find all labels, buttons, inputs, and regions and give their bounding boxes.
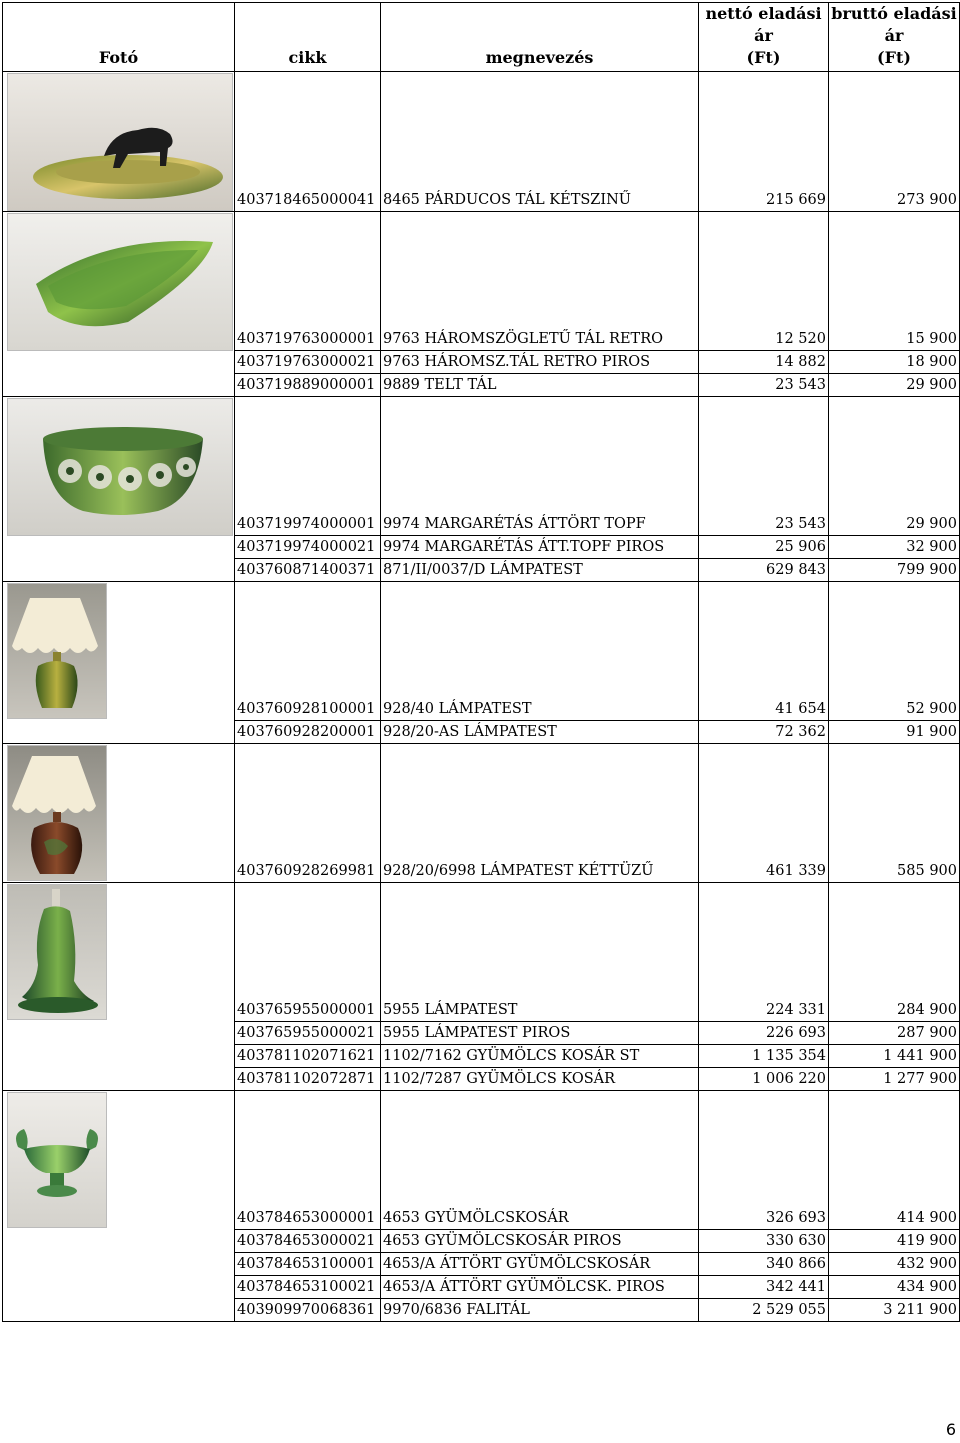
photo-cell — [3, 1091, 235, 1322]
brutto-cell: 273 900 — [829, 72, 960, 212]
cikk-cell: 403719763000021 — [235, 351, 381, 374]
netto-cell: 12 520 — [699, 212, 829, 351]
netto-cell: 72 362 — [699, 721, 829, 744]
fruit-basket-photo — [7, 1092, 107, 1228]
photo-cell — [3, 397, 235, 582]
name-cell: 9970/6836 FALITÁL — [381, 1299, 699, 1322]
cikk-cell: 403719974000001 — [235, 397, 381, 536]
netto-cell: 23 543 — [699, 374, 829, 397]
netto-cell: 14 882 — [699, 351, 829, 374]
name-cell: 5955 LÁMPATEST PIROS — [381, 1022, 699, 1045]
name-cell: 8465 PÁRDUCOS TÁL KÉTSZINŰ — [381, 72, 699, 212]
brutto-cell: 434 900 — [829, 1276, 960, 1299]
brutto-cell: 585 900 — [829, 744, 960, 883]
cikk-cell: 403760871400371 — [235, 559, 381, 582]
header-megnevezes: megnevezés — [381, 3, 699, 72]
netto-cell: 1 006 220 — [699, 1068, 829, 1091]
name-cell: 4653 GYÜMÖLCSKOSÁR PIROS — [381, 1230, 699, 1253]
brutto-cell: 1 441 900 — [829, 1045, 960, 1068]
brutto-cell: 15 900 — [829, 212, 960, 351]
page-number: 6 — [945, 1420, 956, 1439]
brutto-cell: 91 900 — [829, 721, 960, 744]
table-row — [3, 883, 960, 1022]
name-cell: 9889 TELT TÁL — [381, 374, 699, 397]
cikk-cell: 403719974000021 — [235, 536, 381, 559]
brutto-cell: 432 900 — [829, 1253, 960, 1276]
cikk-cell: 403784653100001 — [235, 1253, 381, 1276]
photo-cell — [3, 744, 235, 883]
netto-cell: 461 339 — [699, 744, 829, 883]
netto-cell: 224 331 — [699, 883, 829, 1022]
header-brutto: bruttó eladási ár (Ft) — [829, 3, 960, 72]
lamp-red-photo — [7, 745, 107, 881]
netto-cell: 340 866 — [699, 1253, 829, 1276]
brutto-cell: 52 900 — [829, 582, 960, 721]
cikk-cell: 403760928100001 — [235, 582, 381, 721]
name-cell: 928/20-AS LÁMPATEST — [381, 721, 699, 744]
cikk-cell: 403784653100021 — [235, 1276, 381, 1299]
table-row — [3, 1091, 960, 1230]
brutto-cell: 1 277 900 — [829, 1068, 960, 1091]
netto-cell: 23 543 — [699, 397, 829, 536]
name-cell: 1102/7162 GYÜMÖLCS KOSÁR ST — [381, 1045, 699, 1068]
cikk-cell: 403765955000021 — [235, 1022, 381, 1045]
cikk-cell: 403784653000001 — [235, 1091, 381, 1230]
photo-cell — [3, 72, 235, 212]
brutto-cell: 18 900 — [829, 351, 960, 374]
cikk-cell: 403719763000001 — [235, 212, 381, 351]
photo-cell — [3, 582, 235, 744]
cikk-cell: 403765955000001 — [235, 883, 381, 1022]
brutto-cell: 29 900 — [829, 374, 960, 397]
header-netto: nettó eladási ár (Ft) — [699, 3, 829, 72]
table-row — [3, 212, 960, 351]
table-row — [3, 582, 960, 721]
brutto-cell: 414 900 — [829, 1091, 960, 1230]
brutto-cell: 3 211 900 — [829, 1299, 960, 1322]
header-row — [3, 3, 960, 72]
table-row — [3, 744, 960, 883]
cikk-cell: 403909970068361 — [235, 1299, 381, 1322]
price-list-sheet — [2, 2, 958, 1322]
lamp-figure-photo — [7, 884, 107, 1020]
netto-cell: 25 906 — [699, 536, 829, 559]
netto-cell: 342 441 — [699, 1276, 829, 1299]
name-cell: 9763 HÁROMSZ.TÁL RETRO PIROS — [381, 351, 699, 374]
cikk-cell: 403781102072871 — [235, 1068, 381, 1091]
triangle-bowl-photo — [7, 213, 233, 351]
netto-cell: 215 669 — [699, 72, 829, 212]
cikk-cell: 403760928200001 — [235, 721, 381, 744]
panther-bowl-photo — [7, 73, 233, 211]
brutto-cell: 29 900 — [829, 397, 960, 536]
margarita-pot-photo — [7, 398, 233, 536]
name-cell: 9763 HÁROMSZÖGLETŰ TÁL RETRO — [381, 212, 699, 351]
header-photo: Fotó — [3, 3, 235, 72]
netto-cell: 330 630 — [699, 1230, 829, 1253]
name-cell: 5955 LÁMPATEST — [381, 883, 699, 1022]
name-cell: 871/II/0037/D LÁMPATEST — [381, 559, 699, 582]
brutto-cell: 32 900 — [829, 536, 960, 559]
name-cell: 1102/7287 GYÜMÖLCS KOSÁR — [381, 1068, 699, 1091]
netto-cell: 629 843 — [699, 559, 829, 582]
cikk-cell: 403719889000001 — [235, 374, 381, 397]
brutto-cell: 284 900 — [829, 883, 960, 1022]
netto-cell: 41 654 — [699, 582, 829, 721]
name-cell: 4653/A ÁTTÖRT GYÜMÖLCSK. PIROS — [381, 1276, 699, 1299]
name-cell: 928/20/6998 LÁMPATEST KÉTTÜZŰ — [381, 744, 699, 883]
netto-cell: 2 529 055 — [699, 1299, 829, 1322]
table-row — [3, 397, 960, 536]
name-cell: 9974 MARGARÉTÁS ÁTT.TOPF PIROS — [381, 536, 699, 559]
netto-cell: 226 693 — [699, 1022, 829, 1045]
netto-cell: 326 693 — [699, 1091, 829, 1230]
name-cell: 4653 GYÜMÖLCSKOSÁR — [381, 1091, 699, 1230]
netto-cell: 1 135 354 — [699, 1045, 829, 1068]
name-cell: 928/40 LÁMPATEST — [381, 582, 699, 721]
cikk-cell: 403760928269981 — [235, 744, 381, 883]
photo-cell — [3, 883, 235, 1091]
brutto-cell: 419 900 — [829, 1230, 960, 1253]
price-table — [2, 2, 960, 1322]
name-cell: 9974 MARGARÉTÁS ÁTTÖRT TOPF — [381, 397, 699, 536]
cikk-cell: 403718465000041 — [235, 72, 381, 212]
table-row — [3, 72, 960, 212]
lamp-green-photo — [7, 583, 107, 719]
header-cikk: cikk — [235, 3, 381, 72]
photo-cell — [3, 212, 235, 397]
cikk-cell: 403784653000021 — [235, 1230, 381, 1253]
brutto-cell: 287 900 — [829, 1022, 960, 1045]
brutto-cell: 799 900 — [829, 559, 960, 582]
name-cell: 4653/A ÁTTÖRT GYÜMÖLCSKOSÁR — [381, 1253, 699, 1276]
cikk-cell: 403781102071621 — [235, 1045, 381, 1068]
